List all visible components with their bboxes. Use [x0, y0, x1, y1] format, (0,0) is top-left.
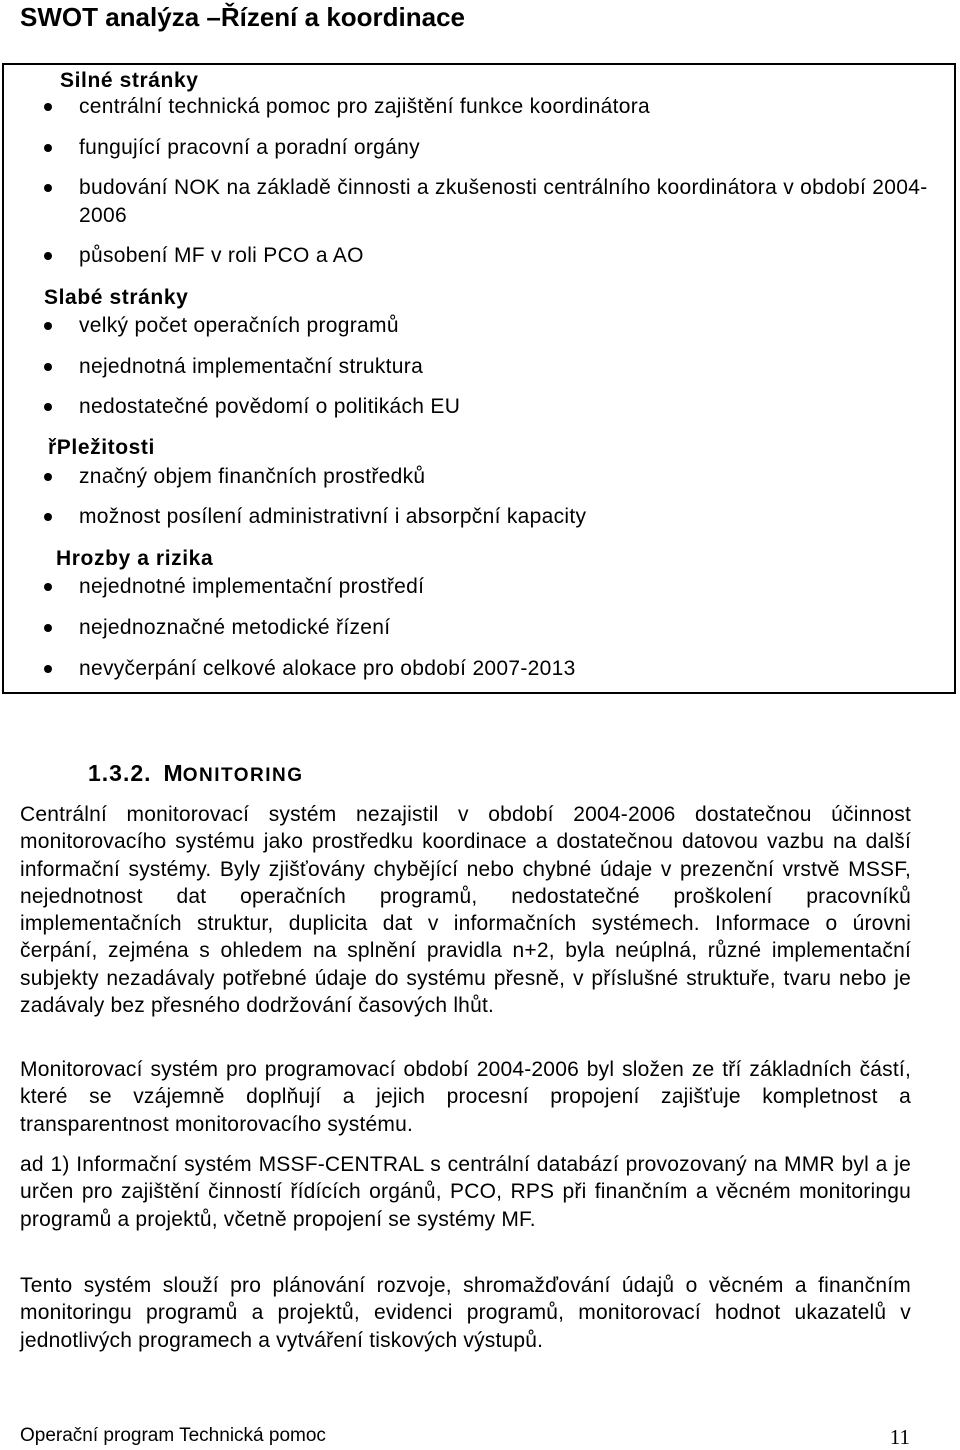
strengths-heading: Silné stránky: [60, 69, 199, 92]
strength-item: fungující pracovní a poradní orgány: [79, 136, 420, 159]
bullet-icon: [44, 583, 52, 591]
page-title: SWOT analýza –Řízení a koordinace: [20, 2, 466, 32]
section-heading: [88, 758, 304, 791]
bullet-icon: [44, 144, 52, 152]
bullet-icon: [44, 665, 52, 673]
paragraph: Tento systém slouží pro plánování rozvoje, shromažďování údajů o věcném a finančním monitoringu programů a projektů, evidenci programů, monitorovací hodnot ukazatelů v jednotlivých programech a vytváření tiskových výstupů.: [20, 1274, 911, 1352]
footer-program-name: Operační program Technická pomoc: [20, 1425, 326, 1446]
bullet-icon: [44, 252, 52, 260]
threat-item: nevyčerpání celkové alokace pro období 2007-2013: [79, 657, 576, 680]
opportunity-item: značný objem finančních prostředků: [79, 465, 426, 488]
strength-item: centrální technická pomoc pro zajištění funkce koordinátora: [79, 95, 651, 118]
section-number: 1.3.2.: [88, 760, 152, 786]
paragraph: Centrální monitorovací systém nezajistil v období 2004-2006 dostatečnou účinnost monitorovacího systému jako prostředku koordinace a dostatečnou datovou vazbu na další informační systémy. Byly zjišťovány chybějící nebo chybné údaje v prezenční vrstvě MSSF, nejednotnost dat operačních programů, nedostatečné proškolení pracovníků implementačních struktur, duplicita dat v informačních systémech. Informace o úrovni čerpání, zejména s ohledem na splnění pravidla n+2, byla neúplná, různé implementační subjekty nezadávaly potřebné údaje do systému přesně, v příslušné struktuře, tvaru nebo je zadávaly bez přesného dodržování časových lhůt.: [20, 803, 911, 1018]
page-number: 11: [889, 1425, 910, 1449]
strength-item: budování NOK na základě činnosti a zkušenosti centrálního koordinátora v období 2004-2006: [79, 176, 928, 227]
threat-item: nejednoznačné metodické řízení: [79, 616, 391, 639]
bullet-icon: [44, 473, 52, 481]
weakness-item: nedostatečné povědomí o politikách EU: [79, 395, 461, 418]
opportunity-item: možnost posílení administrativní i absorpční kapacity: [79, 505, 587, 528]
bullet-icon: [44, 403, 52, 411]
paragraph: Monitorovací systém pro programovací období 2004-2006 byl složen ze tří základních částí, které se vzájemně doplňují a jejich procesní propojení zajišťuje kompletnost a transparentnost monitorovacího systému.: [20, 1058, 911, 1136]
paragraph: ad 1) Informační systém MSSF-CENTRAL s centrální databází provozovaný na MMR byl a je určen pro zajištění činností řídících orgánů, PCO, RPS při finančním a věcném monitoringu programů a projektů, včetně propojení se systémy MF.: [20, 1153, 911, 1231]
bullet-icon: [44, 624, 52, 632]
section-title-rest: ONITORING: [182, 765, 304, 786]
weakness-item: nejednotná implementační struktura: [79, 355, 424, 378]
swot-table: [2, 63, 956, 694]
section-title-initial: M: [163, 760, 183, 786]
bullet-icon: [44, 363, 52, 371]
bullet-icon: [44, 184, 52, 192]
strength-item: působení MF v roli PCO a AO: [79, 244, 364, 267]
threats-heading: Hrozby a rizika: [56, 547, 214, 570]
opportunities-heading: řPležitosti: [48, 436, 155, 459]
weakness-item: velký počet operačních programů: [79, 314, 399, 337]
bullet-icon: [44, 103, 52, 111]
bullet-icon: [44, 513, 52, 521]
weaknesses-heading: Slabé stránky: [44, 286, 189, 309]
threat-item: nejednotné implementační prostředí: [79, 575, 425, 598]
bullet-icon: [44, 322, 52, 330]
